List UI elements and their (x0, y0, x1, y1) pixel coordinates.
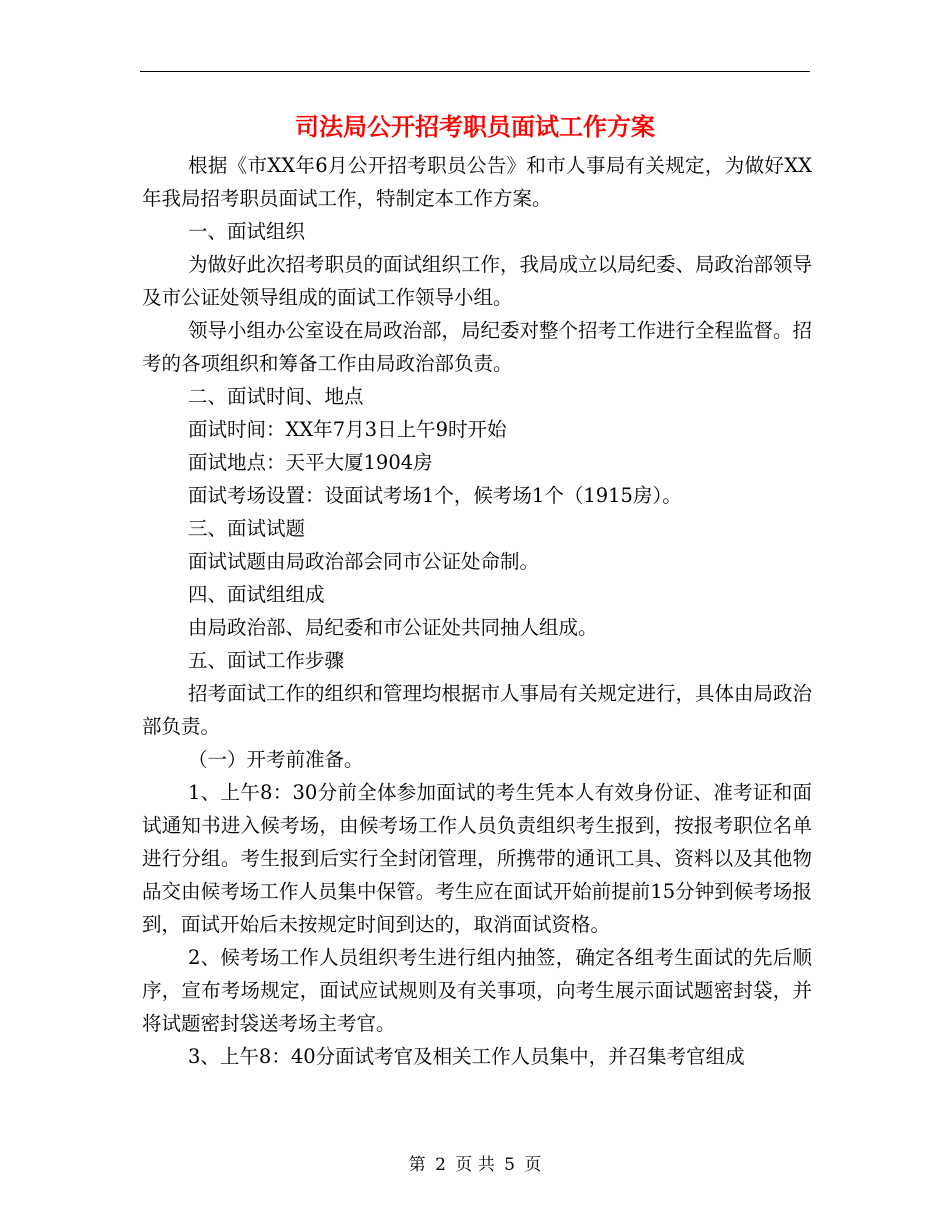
header-rule (140, 71, 810, 72)
paragraph: 面试试题由局政治部会同市公证处命制。 (188, 550, 540, 573)
page-footer (0, 1153, 950, 1177)
section-heading-4: 四、面试组组成 (188, 583, 325, 606)
subsection-heading-1: （一）开考前准备。 (188, 748, 364, 771)
footer-middle: 页 共 (455, 1155, 495, 1175)
paragraph: 2、候考场工作人员组织考生进行组内抽签，确定各组考生面试的先后顺序，宣布考场规定，面试应试规则及有关事项，向考生展示面试题密封袋，并将试题密封袋送考场主考官。 (142, 946, 812, 1035)
paragraph: 3、上午8：40分面试考官及相关工作人员集中，并召集考官组成 (188, 1045, 745, 1068)
section-heading-3: 三、面试试题 (188, 517, 306, 540)
document-body (142, 149, 812, 1073)
paragraph: 面试地点：天平大厦1904房 (188, 451, 433, 474)
paragraph: 由局政治部、局纪委和市公证处共同抽人组成。 (188, 616, 598, 639)
section-heading-2: 二、面试时间、地点 (188, 385, 364, 408)
paragraph: 面试时间：XX年7月3日上午9时开始 (188, 418, 507, 441)
paragraph: 为做好此次招考职员的面试组织工作，我局成立以局纪委、局政治部领导及市公证处领导组成的面试工作领导小组。 (142, 253, 813, 309)
paragraph: 领导小组办公室设在局政治部，局纪委对整个招考工作进行全程监督。招考的各项组织和筹备工作由局政治部负责。 (142, 319, 813, 375)
footer-suffix: 页 (524, 1155, 542, 1175)
section-heading-1: 一、面试组织 (188, 220, 306, 243)
page-total: 5 (504, 1155, 515, 1175)
paragraph-intro: 根据《市XX年6月公开招考职员公告》和市人事局有关规定，为做好XX年我局招考职员面试工作，特制定本工作方案。 (142, 154, 812, 210)
page-number: 2 (435, 1155, 446, 1175)
document-title: 司法局公开招考职员面试工作方案 (295, 112, 655, 141)
paragraph: 面试考场设置：设面试考场1个，候考场1个（1915房）。 (188, 484, 682, 507)
paragraph: 1、上午8：30分前全体参加面试的考生凭本人有效身份证、准考证和面试通知书进入候考场，由候考场工作人员负责组织考生报到，按报考职位名单进行分组。考生报到后实行全封闭管理，所携带的通讯工具、资料以及其他物品交由候考场工作人员集中保管。考生应在面试开始前提前15分钟到候考场报到，面试开始后未按规定时间到达的，取消面试资格。 (142, 781, 812, 936)
section-heading-5: 五、面试工作步骤 (188, 649, 345, 672)
paragraph: 招考面试工作的组织和管理均根据市人事局有关规定进行，具体由局政治部负责。 (142, 682, 813, 738)
footer-prefix: 第 (408, 1155, 426, 1175)
